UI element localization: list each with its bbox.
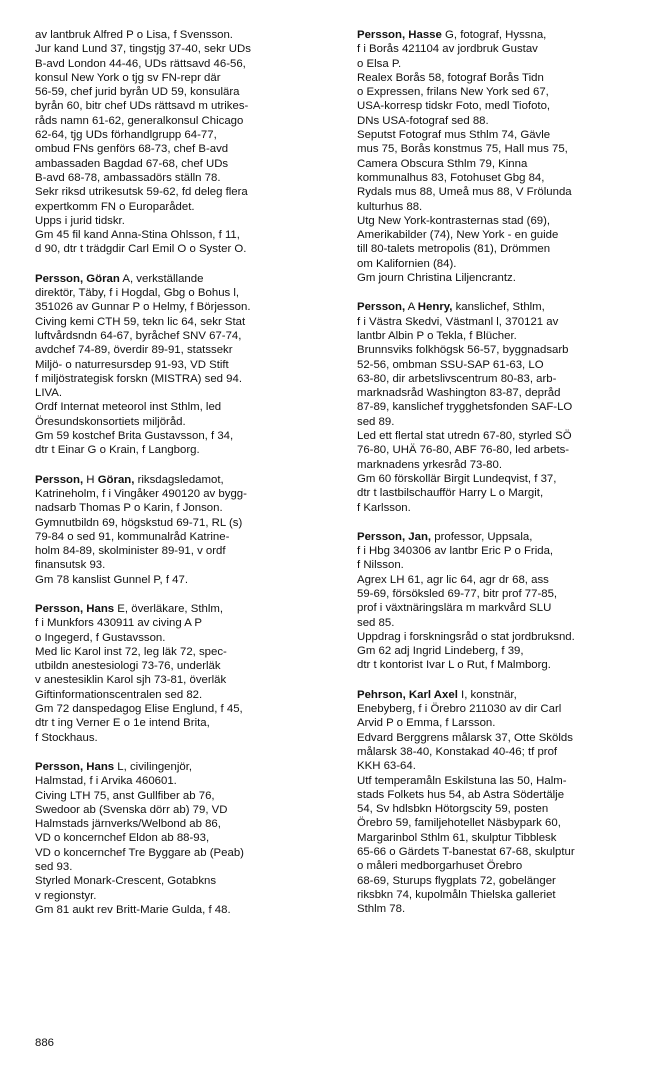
entry-text-line: ombud FNs genförs 68-73, chef B-avd bbox=[35, 143, 229, 156]
entry-title: E, överläkare, Sthlm, bbox=[114, 602, 224, 615]
entry-text-line: Styrled Monark-Crescent, Gotabkns bbox=[35, 875, 217, 888]
entry-heading bbox=[35, 272, 335, 286]
entry-text-line: 87-89, kanslichef trygghetsfonden SAF-LO bbox=[357, 401, 573, 414]
entry-text-line: råds namn 61-62, generalkonsul Chicago bbox=[35, 114, 244, 127]
entry-text-line: holm 84-89, skolminister 89-91, v ordf bbox=[35, 545, 226, 558]
entry-given-name: Henry, bbox=[417, 301, 453, 314]
entry-text-line: Gm 78 kanslist Gunnel P, f 47. bbox=[35, 573, 189, 586]
page-number: 886 bbox=[35, 1037, 55, 1049]
entry-text-line: Sthlm 78. bbox=[357, 903, 406, 916]
entry-text-line: Margarinbol Sthlm 61, skulptur Tibblesk bbox=[357, 831, 557, 844]
entry-text-line: Camera Obscura Sthlm 79, Kinna bbox=[357, 157, 528, 170]
entry-text-line: till 80-talets metropolis (81), Drömmen bbox=[357, 243, 551, 256]
entry-text-line: av lantbruk Alfred P o Lisa, f Svensson. bbox=[35, 29, 233, 41]
entry-text-line: Utg New York-kontrasternas stad (69), bbox=[357, 214, 551, 227]
entry-initial: A bbox=[405, 301, 418, 314]
entry-text-line: Gm 81 aukt rev Britt-Marie Gulda, f 48. bbox=[35, 903, 231, 916]
entry-text-line: dtr t lastbilschaufför Harry L o Margit, bbox=[357, 487, 544, 500]
entry-text-line: Miljö- o naturresursdep 91-93, VD Stift bbox=[35, 358, 229, 371]
entry-heading bbox=[35, 760, 335, 774]
entry-text-line: lantbr Albin P o Tekla, f Blücher. bbox=[357, 329, 517, 342]
entry-text-line: 59-69, försöksled 69-77, bitr prof 77-85, bbox=[357, 587, 558, 600]
left-column bbox=[35, 28, 335, 932]
entry-title: kanslichef, Sthlm, bbox=[452, 301, 545, 314]
entry-text-line: Rydals mus 88, Umeå mus 88, V Frölunda bbox=[357, 186, 572, 199]
entry-text-line: f i Borås 421104 av jordbruk Gustav bbox=[357, 43, 538, 56]
entry-text-line: Sekr riksd utrikesutsk 59-62, fd deleg flera bbox=[35, 186, 248, 199]
entry-text-line: Upps i jurid tidskr. bbox=[35, 214, 125, 227]
entry-text-line: Gymnutbildn 69, högskstud 69-71, RL (s) bbox=[35, 516, 243, 529]
entry-text-line: 56-59, chef jurid byrån UD 59, konsulära bbox=[35, 86, 240, 99]
entry-text-line: o Ingegerd, f Gustavsson. bbox=[35, 631, 166, 644]
entry-name: Pehrson, Karl Axel bbox=[357, 688, 458, 701]
entry-text-line: nadsarb Thomas P o Karin, f Jonson. bbox=[35, 502, 223, 515]
entry-text-line: 79-84 o sed 91, kommunalråd Katrine- bbox=[35, 530, 230, 543]
entry-title: A, verkställande bbox=[119, 272, 204, 285]
entry-text-line: VD o koncernchef Tre Byggare ab (Peab) bbox=[35, 846, 244, 859]
entry-text-line: direktör, Täby, f i Hogdal, Gbg o Bohus l, bbox=[35, 287, 240, 300]
biography-entry bbox=[35, 602, 335, 745]
biography-entry bbox=[357, 28, 647, 285]
entry-title: L, civilingenjör, bbox=[114, 760, 193, 773]
entry-text-line: o Elsa P. bbox=[357, 57, 402, 70]
entry-given-name: Göran, bbox=[97, 473, 135, 486]
entry-text-line: sed 89. bbox=[357, 415, 395, 428]
entry-text-line: DNs USA-fotograf sed 88. bbox=[357, 114, 489, 127]
entry-text-line: Gm 45 fil kand Anna-Stina Ohlsson, f 11, bbox=[35, 229, 240, 242]
entry-text-line: byrån 60, bitr chef UDs rättsavd m utrikes- bbox=[35, 100, 249, 113]
entry-text-line: marknadens yrkesråd 73-80. bbox=[357, 458, 502, 471]
entry-text-line: f i Västra Skedvi, Västmanl l, 370121 av bbox=[357, 315, 559, 328]
biography-entry bbox=[357, 688, 647, 917]
entry-text-line: o måleri medborgarhuset Örebro bbox=[357, 860, 523, 873]
entry-text-line: f Stockhaus. bbox=[35, 731, 98, 744]
entry-text-line: ambassaden Bagdad 67-68, chef UDs bbox=[35, 157, 229, 170]
entry-text-line: f Nilsson. bbox=[357, 559, 404, 572]
entry-text-line: dtr t Einar G o Krain, f Langborg. bbox=[35, 444, 200, 457]
entry-text-line: sed 85. bbox=[357, 616, 395, 629]
entry-text-line: Gm 59 kostchef Brita Gustavsson, f 34, bbox=[35, 430, 234, 443]
entry-name: Persson, Jan, bbox=[357, 530, 432, 543]
entry-text-line: Gm 72 danspedagog Elise Englund, f 45, bbox=[35, 703, 243, 716]
biography-entry bbox=[35, 760, 335, 917]
entry-text-line: Amerikabilder (74), New York - en guide bbox=[357, 229, 559, 242]
biography-entry bbox=[35, 28, 335, 257]
entry-title: riksdagsledamot, bbox=[134, 473, 224, 486]
entry-name: Persson, bbox=[357, 301, 406, 314]
biography-entry bbox=[35, 473, 335, 587]
entry-text-line: kommunalhus 83, Fotohuset Gbg 84, bbox=[357, 171, 545, 184]
entry-text-line: f miljöstrategisk forskn (MISTRA) sed 94. bbox=[35, 372, 242, 385]
entry-text-line: Katrineholm, f i Vingåker 490120 av bygg- bbox=[35, 487, 247, 500]
entry-text-line: KKH 63-64. bbox=[357, 760, 416, 773]
entry-text-line: v regionstyr. bbox=[35, 889, 97, 902]
entry-text-line: Gm 60 förskollär Birgit Lundeqvist, f 37, bbox=[357, 472, 557, 485]
entry-text-line: kulturhus 88. bbox=[357, 200, 423, 213]
entry-text-line: Ordf Internat meteorol inst Sthlm, led bbox=[35, 401, 222, 414]
entry-text-line: avdchef 74-89, överdir 89-91, statssekr bbox=[35, 344, 233, 357]
entry-text-line: dtr t kontorist Ivar L o Rut, f Malmborg. bbox=[357, 659, 551, 672]
entry-text-line: f i Hbg 340306 av lantbr Eric P o Frida, bbox=[357, 545, 554, 558]
entry-heading bbox=[35, 602, 335, 616]
entry-text-line: Utf temperamåln Eskilstuna las 50, Halm- bbox=[357, 774, 567, 787]
entry-text-line: v anestesiklin Karol sjh 73-81, överläk bbox=[35, 674, 227, 687]
entry-name: Persson, Hans bbox=[35, 760, 115, 773]
entry-text-line: Jur kand Lund 37, tingstjg 37-40, sekr UDs bbox=[35, 43, 251, 56]
entry-text-line: marknadsråd Washington 83-87, depråd bbox=[357, 387, 561, 400]
entry-text-line: mus 75, Borås konstmus 75, Hall mus 75, bbox=[357, 143, 568, 156]
entry-text-line: 351026 av Gunnar P o Helmy, f Börjesson. bbox=[35, 301, 251, 314]
biography-entry bbox=[357, 300, 647, 514]
entry-text-line: 52-56, ombman SSU-SAP 61-63, LO bbox=[357, 358, 544, 371]
entry-title: professor, Uppsala, bbox=[431, 530, 533, 543]
entry-text-line: Gm 62 adj Ingrid Lindeberg, f 39, bbox=[357, 645, 524, 658]
entry-text-line: konsul New York o tjg sv FN-repr där bbox=[35, 71, 221, 84]
entry-text-line: 65-66 o Gärdets T-banestat 67-68, skulptur bbox=[357, 846, 575, 859]
biography-entry bbox=[357, 530, 647, 673]
entry-name: Persson, Hans bbox=[35, 602, 115, 615]
entry-text-line: o Expressen, frilans New York sed 67, bbox=[357, 86, 549, 99]
entry-text-line: 54, Sv hdlsbkn Hötorgscity 59, posten bbox=[357, 803, 549, 816]
entry-name: Persson, bbox=[35, 473, 84, 486]
entry-text-line: USA-korresp tidskr Foto, medl Tiofoto, bbox=[357, 100, 551, 113]
entry-name: Persson, Hasse bbox=[357, 29, 442, 41]
entry-text-line: målarsk 38-40, Konstakad 40-46; tf prof bbox=[357, 745, 558, 758]
entry-heading bbox=[357, 530, 647, 544]
entry-text-line: Seputst Fotograf mus Sthlm 74, Gävle bbox=[357, 129, 551, 142]
entry-text-line: Edvard Berggrens målarsk 37, Otte Skölds bbox=[357, 731, 573, 744]
entry-text-line: luftvårdsndn 64-67, byråchef SNV 67-74, bbox=[35, 329, 242, 342]
entry-text-line: expertkomm FN o Europarådet. bbox=[35, 200, 195, 213]
entry-text-line: B-avd 68-78, ambassadörs ställn 78. bbox=[35, 171, 221, 184]
entry-text-line: Led ett flertal stat utredn 67-80, styrled SÖ bbox=[357, 430, 572, 443]
entry-text-line: Giftinformationscentralen sed 82. bbox=[35, 688, 203, 701]
entry-name: Persson, Göran bbox=[35, 272, 120, 285]
entry-text-line: om Kalifornien (84). bbox=[357, 257, 457, 270]
entry-text-line: finansutsk 93. bbox=[35, 559, 106, 572]
entry-text-line: sed 93. bbox=[35, 861, 73, 874]
entry-text-line: d 90, dtr t trädgdir Carl Emil O o Syster O. bbox=[35, 243, 247, 256]
entry-text-line: utbildn anestesiologi 73-76, underläk bbox=[35, 660, 221, 673]
entry-text-line: VD o koncernchef Eldon ab 88-93, bbox=[35, 832, 210, 845]
entry-text-line: Arvid P o Emma, f Larsson. bbox=[357, 717, 496, 730]
right-column bbox=[357, 28, 647, 932]
entry-title: G, fotograf, Hyssna, bbox=[441, 29, 547, 41]
entry-text-line: Swedoor ab (Svenska dörr ab) 79, VD bbox=[35, 803, 228, 816]
entry-text-line: Öresundskonsortiets miljöråd. bbox=[35, 415, 186, 428]
entry-text-line: Gm journ Christina Liljencrantz. bbox=[357, 272, 516, 285]
entry-heading bbox=[357, 300, 647, 314]
entry-text-line: Uppdrag i forskningsråd o stat jordbruksnd. bbox=[357, 630, 575, 643]
entry-text-line: Halmstad, f i Arvika 460601. bbox=[35, 775, 177, 788]
entry-text-line: Civing LTH 75, anst Gullfiber ab 76, bbox=[35, 789, 215, 802]
entry-text-line: Med lic Karol inst 72, leg läk 72, spec- bbox=[35, 645, 227, 658]
entry-text-line: 62-64, tjg UDs förhandlgrupp 64-77, bbox=[35, 129, 217, 142]
entry-text-line: Brunnsviks folkhögsk 56-57, byggnadsarb bbox=[357, 344, 569, 357]
biography-entry bbox=[35, 272, 335, 458]
entry-text-line: Agrex LH 61, agr lic 64, agr dr 68, ass bbox=[357, 573, 549, 586]
entry-text-line: Realex Borås 58, fotograf Borås Tidn bbox=[357, 71, 544, 84]
entry-text-line: riksbkn 74, kupolmåln Thielska galleriet bbox=[357, 888, 556, 901]
entry-text-line: prof i växtnäringslära m markvård SLU bbox=[357, 602, 552, 615]
entry-text-line: Enebyberg, f i Örebro 211030 av dir Carl bbox=[357, 703, 562, 716]
entry-text-line: B-avd London 44-46, UDs rättsavd 46-56, bbox=[35, 57, 246, 70]
entry-text-line: stads Folkets hus 54, ab Astra Södertälje bbox=[357, 788, 565, 801]
entry-text-line: Örebro 59, familjehotellet Näsbypark 60, bbox=[357, 817, 561, 830]
entry-text-line: f i Munkfors 430911 av civing A P bbox=[35, 617, 202, 630]
entry-title: I, konstnär, bbox=[457, 688, 517, 701]
entry-initial: H bbox=[83, 473, 98, 486]
entry-text-line: 63-80, dir arbetslivscentrum 80-83, arb- bbox=[357, 372, 557, 385]
entry-text-line: Halmstads järnverks/Welbond ab 86, bbox=[35, 818, 221, 831]
entry-text-line: 68-69, Sturups flygplats 72, gobelänger bbox=[357, 874, 556, 887]
entry-text-line: LIVA. bbox=[35, 387, 63, 400]
entry-heading bbox=[35, 473, 335, 487]
entry-heading bbox=[357, 688, 647, 702]
entry-text-line: dtr t ing Verner E o 1e intend Brita, bbox=[35, 717, 210, 730]
entry-text-line: f Karlsson. bbox=[357, 501, 411, 514]
entry-text-line: Civing kemi CTH 59, tekn lic 64, sekr Stat bbox=[35, 315, 246, 328]
entry-heading bbox=[357, 28, 647, 42]
entry-text-line: 76-80, UHÄ 76-80, ABF 76-80, led arbets- bbox=[357, 444, 570, 457]
